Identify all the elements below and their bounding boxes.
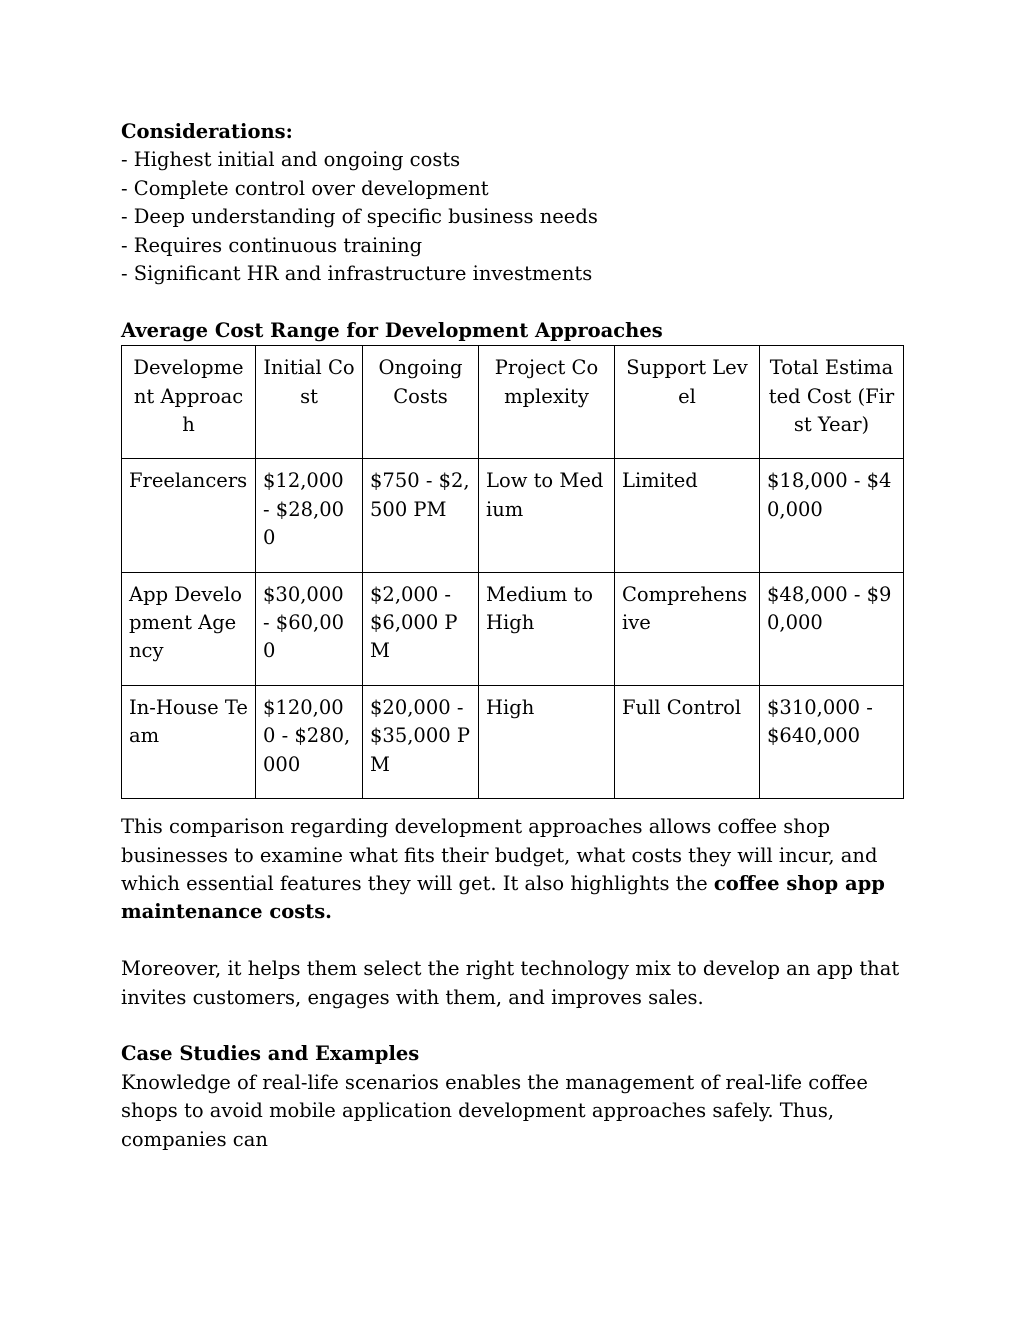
table-cell: $2,000 - $6,000 PM [363, 572, 479, 685]
table-row [122, 459, 904, 572]
case-studies-heading: Case Studies and Examples [121, 1042, 420, 1066]
table-row [122, 685, 904, 798]
considerations-item: - Deep understanding of specific business needs [121, 205, 598, 229]
table-cell: Medium to High [479, 572, 615, 685]
comparison-paragraph [121, 813, 911, 927]
table-row [122, 572, 904, 685]
table-cell: $48,000 - $90,000 [760, 572, 904, 685]
header-support-level: Support Level [615, 346, 760, 459]
table-cell: $20,000 - $35,000 PM [363, 685, 479, 798]
cost-table [121, 345, 904, 799]
considerations-item: - Significant HR and infrastructure investments [121, 262, 593, 286]
table-cell: Freelancers [122, 459, 256, 572]
table-cell: $18,000 - $40,000 [760, 459, 904, 572]
header-initial-cost: Initial Cost [256, 346, 363, 459]
table-cell: $750 - $2,500 PM [363, 459, 479, 572]
document-content [121, 118, 911, 1154]
table-cell: Full Control [615, 685, 760, 798]
table-cell: $12,000 - $28,000 [256, 459, 363, 572]
table-cell: $120,000 - $280,000 [256, 685, 363, 798]
considerations-heading: Considerations: [121, 120, 293, 143]
table-cell: Low to Medium [479, 459, 615, 572]
case-studies-paragraph: Knowledge of real-life scenarios enables the management of real-life coffee shops to avoid mobile application development approaches safely. Thus, companies can [121, 1070, 868, 1151]
table-cell: App Development Agency [122, 572, 256, 685]
considerations-item: - Requires continuous training [121, 233, 423, 257]
header-ongoing-costs: Ongoing Costs [363, 346, 479, 459]
table-cell: $30,000 - $60,000 [256, 572, 363, 685]
table-cell: Comprehensive [615, 572, 760, 685]
paragraph-text: This comparison regarding development approaches allows coffee shop businesses to examine what fits their budget, what costs they will incur, and which essential features they will get. It also highlights the [121, 815, 878, 895]
table-header-row [122, 346, 904, 459]
considerations-item: - Complete control over development [121, 176, 489, 200]
header-project-complexity: Project Complexity [479, 346, 615, 459]
paragraph-bold-text: coffee shop app maintenance costs. [121, 871, 885, 924]
table-cell: Limited [615, 459, 760, 572]
considerations-item: - Highest initial and ongoing costs [121, 148, 461, 172]
moreover-paragraph: Moreover, it helps them select the right technology mix to develop an app that invites customers, engages with them, and improves sales. [121, 957, 900, 1009]
table-cell: $310,000 - $640,000 [760, 685, 904, 798]
header-total-estimated-cost: Total Estimated Cost (First Year) [760, 346, 904, 459]
table-cell: In-House Team [122, 685, 256, 798]
table-cell: High [479, 685, 615, 798]
table-title: Average Cost Range for Development Approaches [121, 318, 663, 342]
header-development-approach: Development Approach [122, 346, 256, 459]
